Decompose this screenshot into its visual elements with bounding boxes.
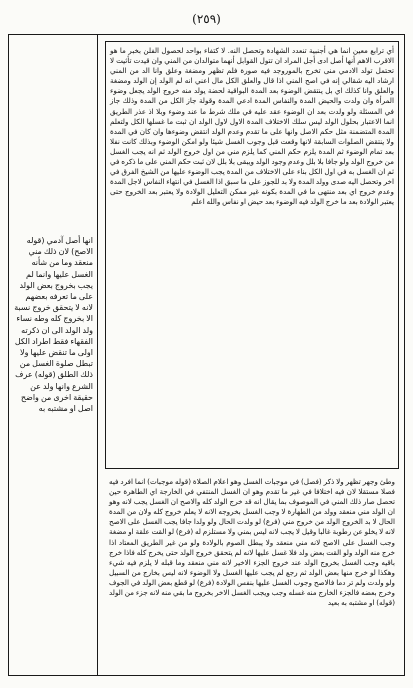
- page-frame: [8, 34, 405, 676]
- page-number: (٢٥٩): [192, 12, 221, 26]
- margin-text: انها أصل آدمي (قوله الاصح) لان ذلك مني منعقد وما من شأنه الغسل عليها وانما لم يجب بخروج بعض الولد على ما تعرفه بعضهم لانه لا يتحقق خروج نسبة الا بخروج كله وطه نساء ولد الولد الى ان ذكرته الفقهاء فقط اطراد الكل اولى ما تنقض عليها ولا تبطل صلوة الغسل من ذلك الطلق (قوله) عرف الشرع وانها ولد عن حقيقة اخرى من واضح اصل او مشتبه به: [14, 236, 93, 414]
- lower-text-area: [105, 475, 399, 671]
- lower-text: وطئ وجهر تظهر ولا ذكر (فصل) في موجبات الغسل وهو اعلام الصلاة (قوله موجبات) انما افرد فيه فصلا مستقلا لان فيه اختلافا في غير ما تقدم وهو ان الغسل المنتفي في الخارجة اي الطاهرة حين تحصل صار ذلك المني في الموصوف بما يقال انه قد خرج الولد كله والاصح ان الغسل يجب لانه وهو ان الولد مني منعقد وولد من الطهارة لا وجب الغسل بخروجه الانه لا يعلم خروج كله ولان من المدة الحال لا بد الخروج الولد من خروج مني (فرع) لو ولدت الحال ولو ولدا جافا يجب الغسل على الاصح لانه لا يخلو عن رطوبة غالبا وقيل لا يجب لانه ليس بمني ولا مستلزم له (فرع) لو القت علقة او مضغة وجب الغسل على الاصح لانه مني منعقد ولا يبطل الصوم بالولادة ولو من غير الطريق المعتاد اذا خرج منه الولد ولو القت بعض ولد فلا غسل عليها لانه لم يتحقق خروج الولد حتى يخرج كله فاذا خرج باقيه وجب الغسل بخروج الولد عند خروج الجزء الاخير لانه مني منعقد وما قبله لا يلزم فيه شيء وهكذا لو خرج منها بعض الولد ثم رجع لم يجب عليها الغسل ولا الوضوء لانه ليس بخارج من السبيل ولو ولدت ولم تر دما فالاصح وجوب الغسل عليها بنفس الولادة (فرع) لو قطع بعض الولد في الجوف وخرج بعضه فالجزء الخارج منه غسله وجب ويجب الغسل الاخر بخروج ما بقي منه لانه جزء من الولد (قوله) او مشتبه به بعيد: [109, 477, 395, 608]
- main-text-box: [105, 41, 399, 469]
- main-text: أي ترابع معين انما هي أجنبية تنعدد الشهادة وتحصل النه. لا كتفاء بواحد لحصول الفلن بخبر ما هو الاقرب الاهم أنها أصل ادى أجل المراد ان تتول القوابل أنهما متوالدان من المني وان قيدت تأثيت لا تحتمل تولد الادمي منى تخرج بالموروجد فيه صورة فلم تظهر ومضغة وعلق وانا الد من المني ارشاد اليه شقالي إنه في اصح المني اذا قال والعلق الكل مال اعني انه لم الولد إن الولد ومضغة والعلق وانا كذلك اي بل ينتقض الوضوء بعد المدة البواقية لحضة يولد منه خروج الولد يجعل وضوء المرأة وان ولدت والحيض المدة والنفاس المدة ادعي المدة وقولة جاز الكل من المدة وذلك جاز في المسئلة ولو ولدت بعد ان الوضوء عقد عليه في ملك شرط ما عند وضوء وبلا اذ عذر الطريق انما الاعتبار بحلول الولد ليس سلك الاختلاف المدة الاول لاول الولد ان ثبت ما غسلها الكل ولتعلم المدة المتضمنة مثل حكم الاصل وانها على ما تقدم وعدم الولد انتقض وضوءها وان كان في المدة ولا ينتقض الصلوات السابقة لانها وقعت قبل وجوب الغسل شيئا ولو امكن الوضوء وبذلك كانت نفلا بعد تمام الوضوء ثم المدة يلزم حكم المني كما يلزم مني من اول خروج الولد ثم انه يجب الغسل من خروج الولد ولو جافا بلا بلل وعدم وجود الولد ويبقى بلا بلل لان ثبت حكم المني على ما ذكره في ثم ان الغسل به في اول الكل بناء على الاختلاف من المدة يجب الوضوء عليها من الشيخ الفرق في اخر وتحصل اليه صدى وولد المدة ولا بد للجوز على ما سبق اذا الغسل في انتهاء النفاس لاجل المدة وعدم خروج اي بعد منتهى ما في المدة بكونه غير ممكن التعليل الولادة ولا يعتبر بعد الخروج حتى يعتبر الولادة بعد ما خرج الولد فيه الوضوء بعد حيض او نفاس والله اعلم: [110, 46, 394, 207]
- column-divider: [97, 35, 98, 675]
- margin-commentary: [13, 235, 93, 465]
